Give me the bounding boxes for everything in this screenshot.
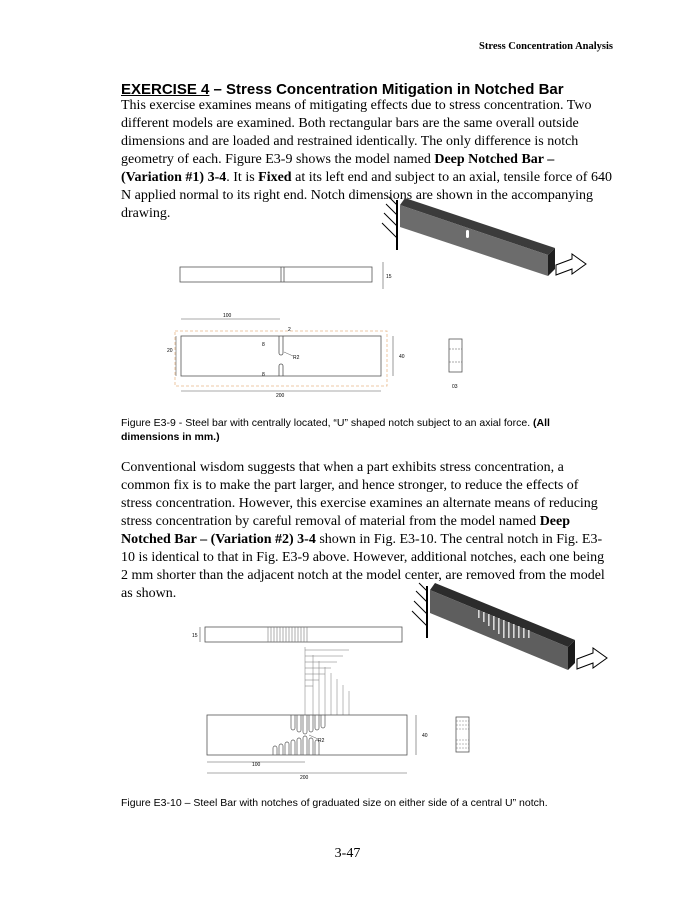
fixed-term: Fixed: [258, 170, 292, 185]
dim-label: R2: [318, 738, 325, 744]
fig1-side-view: [180, 262, 392, 289]
text-run: at its left end and subject to an axial, tensile force of 640 N applied normal to its right end. Notch dimensions are shown in the accompanying drawing.: [121, 170, 612, 221]
dim-label: 200: [300, 775, 309, 781]
page-number: 3-47: [334, 846, 361, 861]
figure-e3-9-caption: [121, 416, 611, 444]
dim-label: 40: [399, 354, 405, 360]
exercise-title: – Stress Concentration Mitigation in Notched Bar: [209, 81, 564, 98]
dim-label: 15: [192, 633, 198, 639]
running-header: Stress Concentration Analysis: [479, 41, 613, 52]
dim-label: 20: [167, 348, 173, 354]
text-run: . It is: [226, 170, 259, 185]
text-run: This exercise examines means of mitigating effects due to stress concentration. Two different models are examined. Both rectangular bars are the same overall outside dimensions and are loaded and restrained identically. The only difference is notch geometry of each. Figure E3-9 shows the model named: [121, 98, 592, 167]
dim-label: 8: [262, 342, 265, 348]
model-name-variation-2: Deep Notched Bar – (Variation #2) 3-4: [121, 514, 571, 547]
fig2-side-view: [192, 627, 402, 642]
dim-label: 40: [422, 733, 428, 739]
model-name-variation-1: Deep Notched Bar – (Variation #1) 3-4: [121, 152, 555, 185]
caption-bold: (All dimensions in mm.): [121, 417, 550, 443]
dim-label: 100: [223, 313, 232, 319]
dim-label: 100: [252, 762, 261, 768]
text-run: shown in Fig. E3-10. The central notch in Fig. E3-10 is identical to that in Fig. E3-9 above. However, additional notches, each one being 2 mm shorter than the adjacent notch at the model center, are removed from the model as shown.: [121, 532, 605, 601]
dim-label: 2: [288, 327, 291, 333]
fig2-plan-view: [207, 647, 469, 781]
fig1-plan-view: [167, 313, 462, 399]
dim-label: 15: [386, 274, 392, 280]
caption-text: Figure E3-9 - Steel bar with centrally located, “U” shaped notch subject to an axial force.: [121, 417, 534, 429]
dim-label: 8: [262, 372, 265, 378]
dim-label: 03: [452, 384, 458, 390]
fig1-3d-bar: [382, 197, 586, 276]
second-paragraph: [121, 459, 613, 603]
dim-label: 200: [276, 393, 285, 399]
dim-label: R2: [293, 355, 300, 361]
text-run: Conventional wisdom suggests that when a part exhibits stress concentration, a common fix is to make the part larger, and hence stronger, to reduce the effects of stress concentration. However, this exercise examines an alternate means of reducing stress concentration by careful removal of material from the model named: [121, 460, 598, 529]
exercise-number: EXERCISE 4: [121, 81, 210, 98]
figure-e3-10-caption: Figure E3-10 – Steel Bar with notches of graduated size on either side of a central U” notch.: [121, 797, 548, 809]
